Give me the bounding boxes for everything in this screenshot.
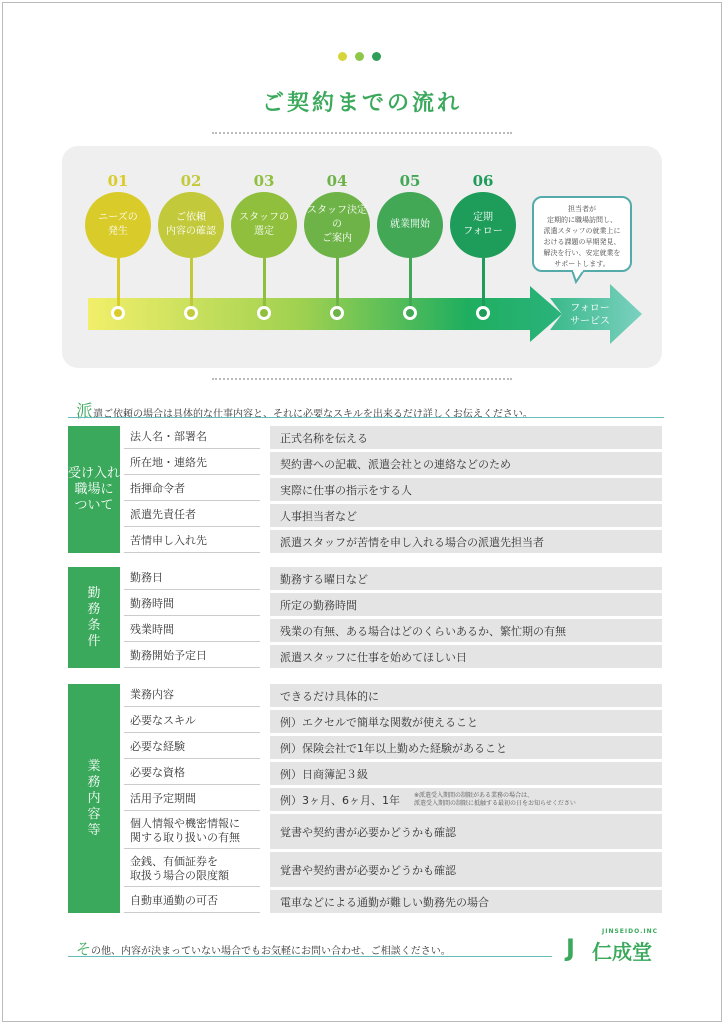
- table-row: [124, 710, 662, 733]
- row-value: 勤務する曜日など: [270, 567, 662, 590]
- logo-ja: 仁成堂: [592, 940, 652, 964]
- step-circle: スタッフ決定の ご案内: [304, 192, 370, 258]
- dot-green: [372, 52, 381, 61]
- page-title: ご契約までの流れ: [261, 90, 462, 116]
- table-row: [124, 762, 662, 785]
- step-node: [476, 306, 490, 320]
- table-row: [124, 684, 662, 707]
- row-value: 人事担当者など: [270, 504, 662, 527]
- row-value: 残業の有無、ある場合はどのくらいあるか、繁忙期の有無: [270, 619, 662, 642]
- row-label: 個人情報や機密情報に 関する取り扱いの有無: [124, 814, 260, 849]
- intro-body: 遣ご依頼の場合は具体的な仕事内容と、それに必要なスキルを出来るだけ詳しくお伝えください。: [93, 409, 533, 420]
- step-node: [403, 306, 417, 320]
- step-circle: ご依頼 内容の確認: [158, 192, 224, 258]
- step-node: [111, 306, 125, 320]
- row-value: 実際に仕事の指示をする人: [270, 478, 662, 501]
- step-number: 06: [472, 172, 494, 190]
- row-label: 活用予定期間: [124, 788, 260, 811]
- section-head: 受け入れ 職場に ついて: [68, 426, 120, 553]
- row-note: ※派遣受入期間の制限がある業務の場合は、 派遣受入期間の制限に抵触する最初の日をお知らせください: [414, 791, 576, 807]
- row-label: 指揮命令者: [124, 478, 260, 501]
- footer-underline: [68, 956, 552, 957]
- row-label: 所在地・連絡先: [124, 452, 260, 475]
- table-row: [124, 619, 662, 642]
- step-circle: 定期 フォロー: [450, 192, 516, 258]
- flow-step-02: [153, 172, 229, 320]
- row-value: 例）エクセルで簡単な関数が使えること: [270, 710, 662, 733]
- step-number: 04: [326, 172, 348, 190]
- flow-step-04: [299, 172, 375, 320]
- row-label: 必要な資格: [124, 762, 260, 785]
- decorative-dots: [338, 52, 381, 61]
- row-value: 例）保険会社で1年以上勤めた経験があること: [270, 736, 662, 759]
- row-label: 法人名・部署名: [124, 426, 260, 449]
- row-value: できるだけ具体的に: [270, 684, 662, 707]
- row-value: 例）3ヶ月、6ヶ月、1年 ※派遣受入期間の制限がある業務の場合は、 派遣受入期間の制限に抵触する最初の日をお知らせください: [270, 788, 662, 811]
- dot-lightgreen: [355, 52, 364, 61]
- row-label: 勤務時間: [124, 593, 260, 616]
- flow-step-01: [80, 172, 156, 320]
- step-node: [184, 306, 198, 320]
- step-number: 02: [180, 172, 202, 190]
- step-circle: スタッフの 選定: [231, 192, 297, 258]
- dot-yellow: [338, 52, 347, 61]
- step-number: 01: [107, 172, 129, 190]
- footer-initial: そ: [76, 940, 92, 958]
- table-row: [124, 593, 662, 616]
- row-label: 業務内容: [124, 684, 260, 707]
- intro-text: [76, 397, 656, 422]
- step-number: 05: [399, 172, 421, 190]
- row-label: 必要な経験: [124, 736, 260, 759]
- intro-initial: 派: [76, 402, 93, 422]
- row-label: 金銭、有価証券を 取扱う場合の限度額: [124, 852, 260, 887]
- flow-step-06: [445, 172, 521, 320]
- follow-service-label: フォロー サービス: [570, 303, 610, 327]
- flow-step-03: [226, 172, 302, 320]
- row-value: 電車などによる通勤が難しい勤務先の場合: [270, 890, 662, 913]
- row-label: 必要なスキル: [124, 710, 260, 733]
- intro-underline: [68, 417, 664, 418]
- row-value: 契約書への記載、派遣会社との連絡などのため: [270, 452, 662, 475]
- footer-body: の他、内容が決まっていない場合でもお気軽にお問い合わせ、ご相談ください。: [91, 946, 451, 957]
- follow-callout: 担当者が 定期的に職場訪問し、 派遣スタッフの就業上に おける課題の早期発見、 解決を行い、安定就業を サポートします。: [532, 196, 632, 272]
- row-label: 残業時間: [124, 619, 260, 642]
- table-row: [124, 890, 662, 913]
- table-row: [124, 788, 662, 811]
- step-number: 03: [253, 172, 275, 190]
- step-circle: ニーズの 発生: [85, 192, 151, 258]
- step-stem: [190, 258, 193, 306]
- row-label: 勤務開始予定日: [124, 645, 260, 668]
- row-label: 自動車通勤の可否: [124, 890, 260, 913]
- step-stem: [409, 258, 412, 306]
- table-row: [124, 504, 662, 527]
- row-label: 苦情申し入れ先: [124, 530, 260, 553]
- flow-step-05: [372, 172, 448, 320]
- table-row: [124, 478, 662, 501]
- callout-pointer: [568, 270, 588, 284]
- table-row: [124, 645, 662, 668]
- step-node: [257, 306, 271, 320]
- table-row: [124, 452, 662, 475]
- table-row: [124, 567, 662, 590]
- section-head: 業 務 内 容 等: [68, 684, 120, 913]
- table-row: [124, 530, 662, 553]
- row-value: 正式名称を伝える: [270, 426, 662, 449]
- table-row: [124, 814, 662, 849]
- step-circle: 就業開始: [377, 192, 443, 258]
- divider-bottom: [212, 378, 512, 380]
- row-value: 派遣スタッフに仕事を始めてほしい日: [270, 645, 662, 668]
- row-value: 例）日商簿記３級: [270, 762, 662, 785]
- table-row: [124, 852, 662, 887]
- table-row: [124, 736, 662, 759]
- step-node: [330, 306, 344, 320]
- section-head: 勤 務 条 件: [68, 567, 120, 668]
- divider-top: [212, 132, 512, 134]
- row-value: 派遣スタッフが苦情を申し入れる場合の派遣先担当者: [270, 530, 662, 553]
- logo-en: JINSEIDO.INC: [602, 928, 659, 935]
- step-stem: [263, 258, 266, 306]
- step-stem: [482, 258, 485, 306]
- table-row: [124, 426, 662, 449]
- row-value: 覚書や契約書が必要かどうかも確認: [270, 814, 662, 849]
- row-label: 勤務日: [124, 567, 260, 590]
- row-value: 覚書や契約書が必要かどうかも確認: [270, 852, 662, 887]
- row-value: 所定の勤務時間: [270, 593, 662, 616]
- step-stem: [336, 258, 339, 306]
- row-label: 派遣先責任者: [124, 504, 260, 527]
- step-stem: [117, 258, 120, 306]
- logo-mark: J: [566, 934, 575, 962]
